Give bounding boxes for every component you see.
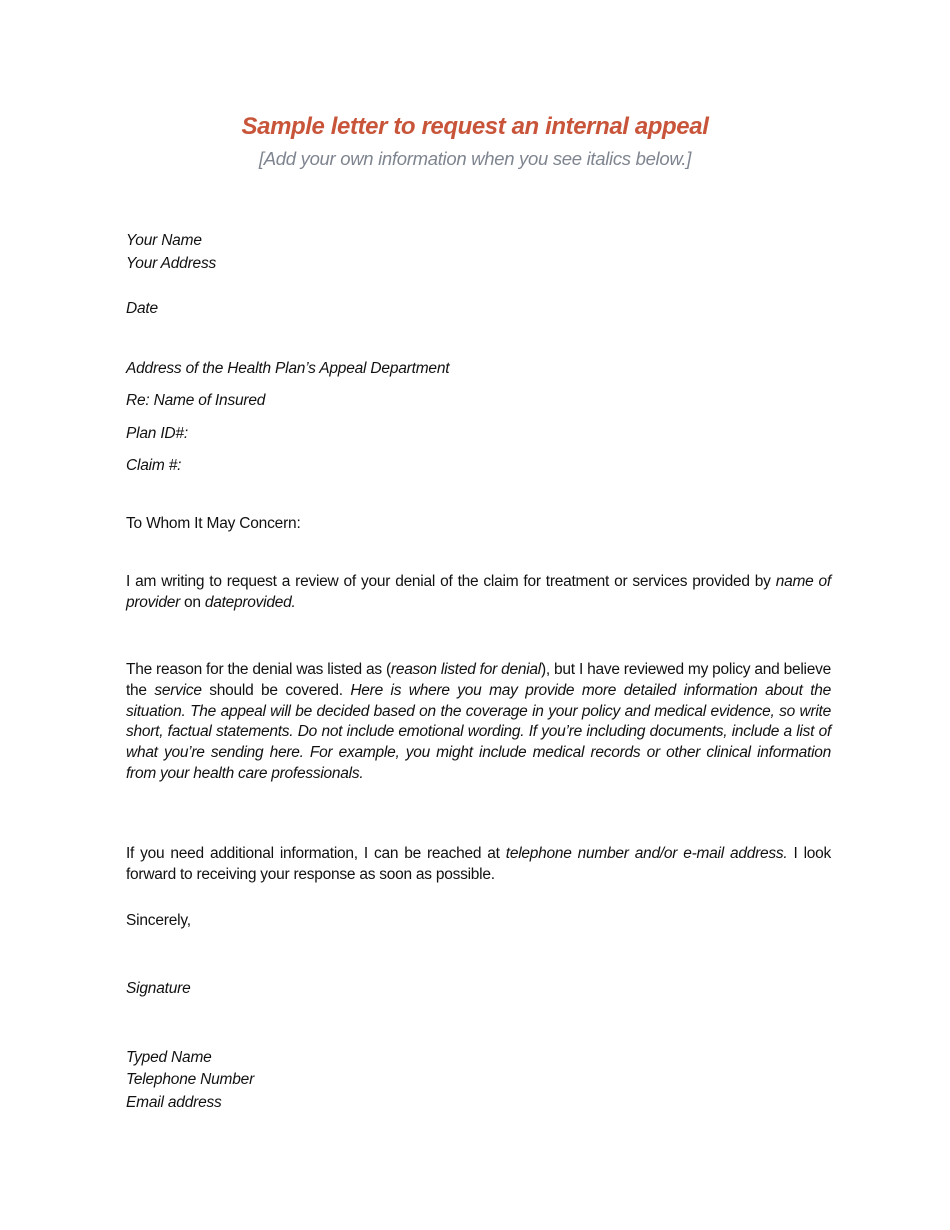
text: should be covered.	[201, 681, 351, 699]
text: ), but I have reviewed my policy and believe the	[126, 661, 831, 699]
re-line: Re: Name of Insured	[126, 392, 266, 409]
paragraph-contact	[126, 844, 831, 886]
page-title: Sample letter to request an internal appeal	[241, 113, 709, 140]
text: The reason for the denial was listed as (	[126, 661, 391, 678]
text: I look forward to receiving your response as soon as possible.	[126, 845, 832, 883]
page-subtitle: [Add your own information when you see italics below.]	[258, 148, 692, 169]
sender-name: Your Name	[126, 232, 202, 249]
text: I am writing to request a review of your denial of the claim for treatment or services provided by	[126, 573, 776, 590]
sender-address: Your Address	[126, 255, 217, 272]
closing: Sincerely,	[126, 912, 191, 929]
typed-name: Typed Name	[126, 1049, 212, 1066]
contact-placeholder: telephone number and/or e-mail address.	[505, 845, 788, 862]
signature: Signature	[126, 980, 191, 997]
details-placeholder: Here is where you may provide more detailed information about the situation. The appeal will be decided based on the coverage in your policy and medical evidence, so write short, factual statements. Do not include emotional wording. If you’re including documents, include a list of what you’re sending here. For example, you might include medical records or other clinical information from your health care professionals.	[126, 681, 831, 782]
paragraph-request	[126, 572, 831, 614]
claim-line: Claim #:	[126, 457, 182, 474]
service-placeholder: service	[154, 681, 202, 699]
text: on	[180, 593, 205, 611]
reason-placeholder: reason listed for denial	[390, 661, 541, 678]
letter-date: Date	[126, 300, 158, 317]
email-address: Email address	[126, 1094, 222, 1111]
telephone-number: Telephone Number	[126, 1071, 255, 1088]
salutation: To Whom It May Concern:	[126, 515, 301, 532]
provider-placeholder: name of provider	[126, 573, 831, 611]
recipient-address: Address of the Health Plan’s Appeal Department	[126, 360, 450, 377]
text: If you need additional information, I can be reached at	[126, 845, 506, 862]
plan-id-line: Plan ID#:	[126, 425, 188, 442]
date-placeholder: dateprovided.	[204, 593, 296, 611]
paragraph-reason	[126, 660, 831, 785]
